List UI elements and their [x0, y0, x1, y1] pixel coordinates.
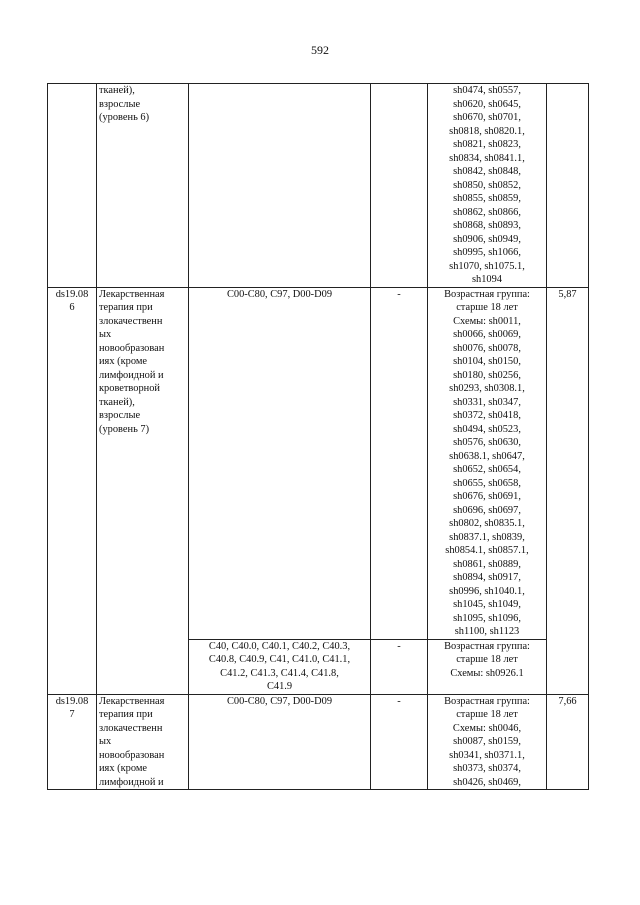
tariff-table [47, 83, 589, 790]
group-name-cell: Лекарственная терапия при злокачественн ых новообразован иях (кроме лимфоидной и [97, 694, 189, 790]
criteria-cell: Возрастная группа: старше 18 лет Схемы: sh0011, sh0066, sh0069, sh0076, sh0078, sh0104, sh0150, sh0180, sh0256, sh0293, sh0308.1, sh0331, sh0347, sh0372, sh0418, sh0494, sh0523, sh0576, sh0630, sh0638.1, sh0647, sh0652, sh0654, sh0655, sh0658, sh0676, sh0691, sh0696, sh0697, sh0802, sh0835.1, sh0837.1, sh0839, sh0854.1, sh0857.1, sh0861, sh0889, sh0894, sh0917, sh0996, sh1040.1, sh1045, sh1049, sh1095, sh1096, sh1100, sh1123 [428, 287, 547, 639]
criteria-cell: sh0474, sh0557, sh0620, sh0645, sh0670, sh0701, sh0818, sh0820.1, sh0821, sh0823, sh0834, sh0841.1, sh0842, sh0848, sh0850, sh0852, sh0855, sh0859, sh0862, sh0866, sh0868, sh0893, sh0906, sh0949, sh0995, sh1066, sh1070, sh1075.1, sh1094 [428, 84, 547, 288]
icd-codes-cell: C00-C80, C97, D00-D09 [189, 287, 371, 639]
coefficient-cell: 5,87 [547, 287, 589, 694]
table-row [48, 84, 589, 288]
service-codes-cell: - [371, 639, 428, 694]
group-code-cell: ds19.08 7 [48, 694, 97, 790]
group-name-cell: тканей), взрослые (уровень 6) [97, 84, 189, 288]
criteria-cell: Возрастная группа: старше 18 лет Схемы: sh0046, sh0087, sh0159, sh0341, sh0371.1, sh0373, sh0374, sh0426, sh0469, [428, 694, 547, 790]
coefficient-cell [547, 84, 589, 288]
icd-codes-cell [189, 84, 371, 288]
page-number: 592 [311, 43, 329, 57]
service-codes-cell: - [371, 694, 428, 790]
table-row [48, 287, 589, 639]
group-code-cell [48, 84, 97, 288]
service-codes-cell: - [371, 287, 428, 639]
coefficient-cell: 7,66 [547, 694, 589, 790]
service-codes-cell [371, 84, 428, 288]
criteria-cell: Возрастная группа: старше 18 лет Схемы: sh0926.1 [428, 639, 547, 694]
table-row [48, 694, 589, 790]
group-code-cell: ds19.08 6 [48, 287, 97, 694]
icd-codes-cell: C00-C80, C97, D00-D09 [189, 694, 371, 790]
group-name-cell: Лекарственная терапия при злокачественн ых новообразован иях (кроме лимфоидной и кроветворной тканей), взрослые (уровень 7) [97, 287, 189, 694]
icd-codes-cell: C40, C40.0, C40.1, C40.2, C40.3, C40.8, C40.9, C41, C41.0, C41.1, C41.2, C41.3, C41.4, C41.8, C41.9 [189, 639, 371, 694]
